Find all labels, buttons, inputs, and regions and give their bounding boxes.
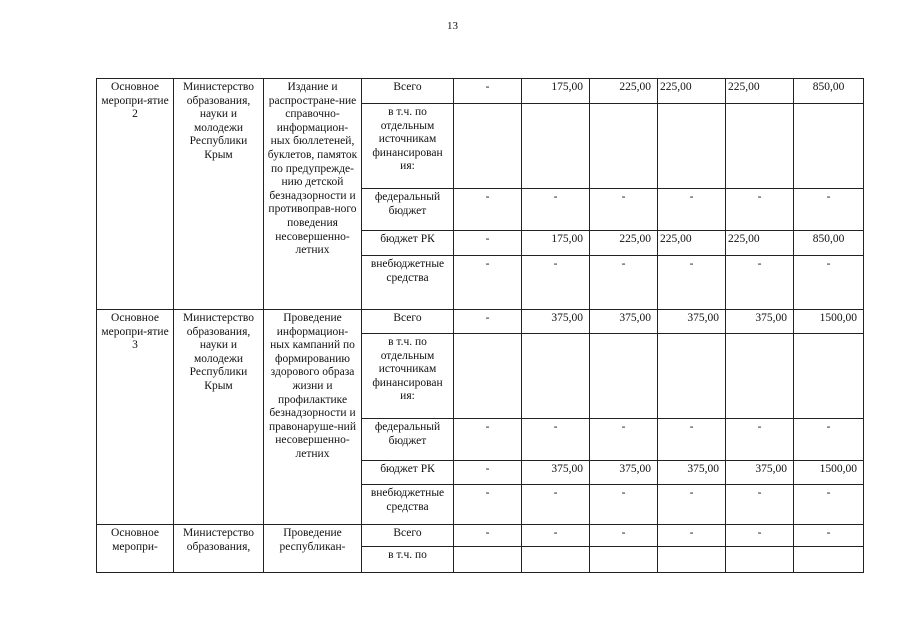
value-cell — [454, 547, 522, 573]
value-cell: - — [794, 256, 864, 310]
value-cell — [794, 334, 864, 419]
value-cell — [726, 547, 794, 573]
funding-source: внебюджетные средства — [362, 256, 454, 310]
value-cell: - — [454, 525, 522, 547]
value-cell: - — [454, 419, 522, 461]
value-cell: 175,00 — [522, 231, 590, 256]
value-cell — [726, 334, 794, 419]
funding-source: Всего — [362, 79, 454, 104]
table-row — [97, 310, 864, 334]
value-cell: 375,00 — [658, 310, 726, 334]
value-cell: 225,00 — [726, 231, 794, 256]
value-cell: - — [522, 256, 590, 310]
funding-table — [96, 78, 864, 573]
value-cell: - — [658, 485, 726, 525]
value-cell: - — [726, 525, 794, 547]
value-cell — [658, 547, 726, 573]
measure-label: Основное меропри-ятие 3 — [97, 310, 174, 525]
value-cell: 375,00 — [590, 310, 658, 334]
value-cell: - — [522, 525, 590, 547]
value-cell: 375,00 — [522, 461, 590, 485]
value-cell: 850,00 — [794, 79, 864, 104]
value-cell: 225,00 — [590, 79, 658, 104]
measure-label: Основное меропри-ятие 2 — [97, 79, 174, 310]
value-cell — [590, 104, 658, 189]
value-cell: 1500,00 — [794, 461, 864, 485]
funding-source: в т.ч. по — [362, 547, 454, 573]
value-cell — [454, 334, 522, 419]
value-cell — [658, 104, 726, 189]
value-cell: - — [454, 189, 522, 231]
measure-label: Основное меропри- — [97, 525, 174, 573]
value-cell: - — [590, 189, 658, 231]
table-row — [97, 79, 864, 104]
value-cell: - — [590, 525, 658, 547]
value-cell: - — [794, 525, 864, 547]
value-cell — [658, 334, 726, 419]
value-cell: 1500,00 — [794, 310, 864, 334]
value-cell: 175,00 — [522, 79, 590, 104]
funding-source: федеральный бюджет — [362, 419, 454, 461]
value-cell: 375,00 — [522, 310, 590, 334]
value-cell: 225,00 — [590, 231, 658, 256]
value-cell: - — [454, 485, 522, 525]
value-cell: 225,00 — [658, 79, 726, 104]
value-cell: - — [794, 189, 864, 231]
executor: Министерство образования, — [174, 525, 264, 573]
measure-description: Проведение информацион-ных кампаний по формированию здорового образа жизни и профилактике безнадзорности и правонаруше-ний несовершенно-летних — [264, 310, 362, 525]
funding-source: бюджет РК — [362, 231, 454, 256]
value-cell — [454, 104, 522, 189]
value-cell: - — [590, 485, 658, 525]
value-cell — [522, 334, 590, 419]
funding-source: в т.ч. по отдельным источникам финансирован ия: — [362, 104, 454, 189]
value-cell: 225,00 — [726, 79, 794, 104]
value-cell — [726, 104, 794, 189]
value-cell: - — [454, 310, 522, 334]
funding-source: федеральный бюджет — [362, 189, 454, 231]
value-cell: - — [794, 419, 864, 461]
value-cell — [522, 547, 590, 573]
value-cell: 375,00 — [726, 310, 794, 334]
value-cell: 225,00 — [658, 231, 726, 256]
value-cell: - — [590, 419, 658, 461]
value-cell: - — [454, 231, 522, 256]
value-cell: - — [522, 485, 590, 525]
value-cell: - — [658, 189, 726, 231]
value-cell: 850,00 — [794, 231, 864, 256]
value-cell — [794, 547, 864, 573]
value-cell: - — [454, 256, 522, 310]
value-cell — [522, 104, 590, 189]
executor: Министерство образования, науки и молодежи Республики Крым — [174, 79, 264, 310]
value-cell: 375,00 — [726, 461, 794, 485]
value-cell: - — [726, 256, 794, 310]
value-cell: - — [658, 419, 726, 461]
funding-source: в т.ч. по отдельным источникам финансирован ия: — [362, 334, 454, 419]
funding-source: Всего — [362, 525, 454, 547]
value-cell: - — [794, 485, 864, 525]
value-cell: - — [726, 419, 794, 461]
value-cell: 375,00 — [658, 461, 726, 485]
value-cell — [590, 547, 658, 573]
value-cell: - — [658, 256, 726, 310]
value-cell: - — [726, 189, 794, 231]
value-cell — [794, 104, 864, 189]
funding-source: бюджет РК — [362, 461, 454, 485]
executor: Министерство образования, науки и молодежи Республики Крым — [174, 310, 264, 525]
value-cell: - — [658, 525, 726, 547]
value-cell — [590, 334, 658, 419]
measure-description: Проведение республикан- — [264, 525, 362, 573]
measure-description: Издание и распростране-ние справочно-информацион-ных бюллетеней, буклетов, памяток по предупрежде-нию детской безнадзорности и противоправ-ного поведения несовершенно-летних — [264, 79, 362, 310]
funding-source: Всего — [362, 310, 454, 334]
value-cell: - — [590, 256, 658, 310]
value-cell: - — [454, 461, 522, 485]
value-cell: - — [522, 419, 590, 461]
funding-source: внебюджетные средства — [362, 485, 454, 525]
value-cell: - — [726, 485, 794, 525]
table-row — [97, 525, 864, 547]
page-number: 13 — [447, 20, 458, 32]
value-cell: - — [454, 79, 522, 104]
value-cell: - — [522, 189, 590, 231]
value-cell: 375,00 — [590, 461, 658, 485]
